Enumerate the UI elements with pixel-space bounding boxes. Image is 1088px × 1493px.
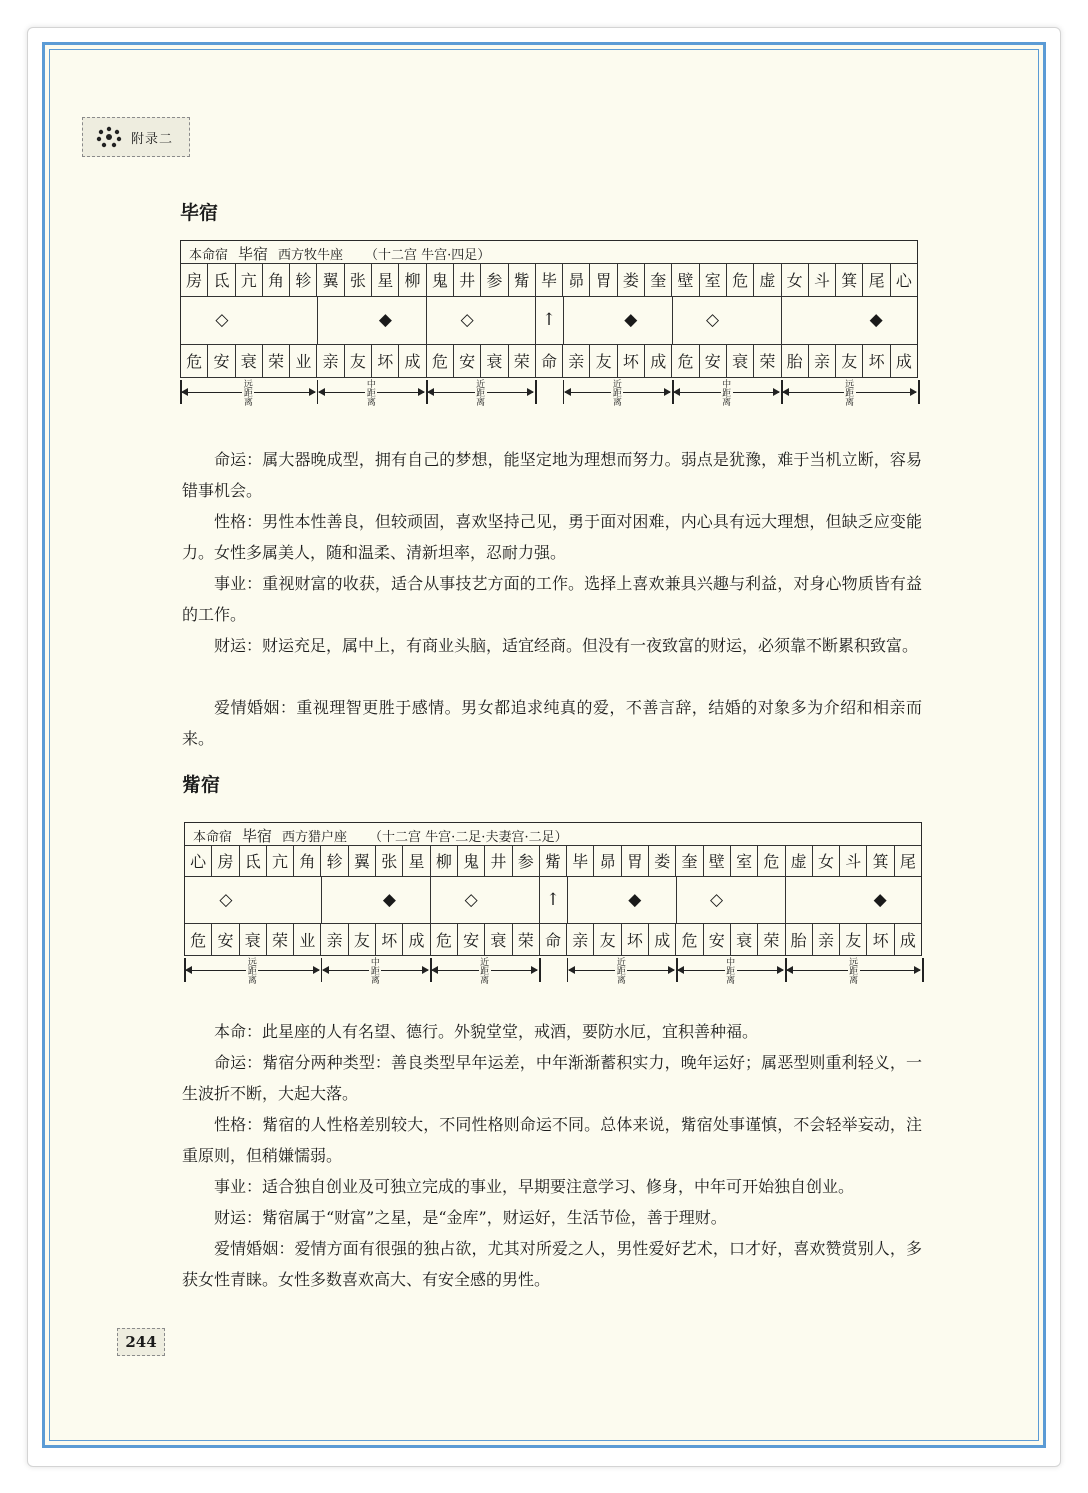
arrow-up-icon: ↑ <box>541 310 557 331</box>
caption-main: 毕宿 <box>238 245 269 263</box>
mansion-cell: 壁 <box>672 263 699 296</box>
mansion-row <box>185 845 921 877</box>
distance-label: 远距离 <box>845 380 855 408</box>
relation-cell: 坏 <box>863 345 890 378</box>
mansion-chart-zi <box>184 822 922 956</box>
distance-scale-zi <box>184 956 922 994</box>
mansion-cell: 氐 <box>208 263 235 296</box>
mansion-cell: 昴 <box>594 845 621 877</box>
group-separator <box>426 297 427 344</box>
mansion-cell: 尾 <box>863 263 890 296</box>
mansion-cell: 张 <box>345 263 372 296</box>
paragraph: 财运：觜宿属于“财富”之星，是“金库”，财运好，生活节俭，善于理财。 <box>214 1208 727 1227</box>
mansion-cell: 翼 <box>349 845 376 877</box>
mansion-cell: 井 <box>485 845 512 877</box>
paragraph: 命运：觜宿分两种类型：善良类型早年运差，中年渐渐蓄积实力，晚年运好；属恶型则重利轻义，一生波折不断，大起大落。 <box>182 1053 922 1103</box>
paragraph: 爱情婚姻：爱情方面有很强的独占欲，尤其对所爱之人，男性爱好艺术，口才好，喜欢赞赏别人，多获女性青睐。女性多数喜欢高大、有安全感的男性。 <box>182 1239 922 1289</box>
relation-cell: 衰 <box>727 345 754 378</box>
distance-label: 中距离 <box>722 380 732 408</box>
group-separator <box>563 297 564 344</box>
paragraph: 财运：财运充足，属中上，有商业头脑，适宜经商。但没有一夜致富的财运，必须靠不断累积致富。 <box>214 636 919 655</box>
caption-prefix: 本命宿 <box>189 248 229 263</box>
distance-tick <box>676 958 678 982</box>
mansion-cell: 斗 <box>840 845 867 877</box>
arrow-up-icon: ↑ <box>545 889 561 910</box>
mansion-cell: 柳 <box>431 845 458 877</box>
distance-tick <box>317 380 319 404</box>
relation-cell: 坏 <box>618 345 645 378</box>
relation-cell: 荣 <box>263 345 290 378</box>
mansion-cell: 危 <box>758 845 785 877</box>
relation-cell: 胎 <box>786 924 813 956</box>
hollow-diamond-icon: ◇ <box>464 889 478 910</box>
relation-cell: 友 <box>840 924 867 956</box>
distance-tick <box>535 380 537 404</box>
distance-tick <box>563 380 565 404</box>
relation-cell: 安 <box>454 345 481 378</box>
chart-caption <box>189 243 500 264</box>
relation-cell: 衰 <box>481 345 508 378</box>
caption-palace: （十二宫 牛宫·四足） <box>365 248 491 263</box>
mansion-cell: 轸 <box>321 845 348 877</box>
distance-tick <box>781 380 783 404</box>
paragraph: 命运：属大器晚成型，拥有自己的梦想，能坚定地为理想而努力。弱点是犹豫，难于当机立断，容易错事机会。 <box>182 450 922 500</box>
distance-tick <box>426 380 428 404</box>
hollow-diamond-icon: ◇ <box>460 310 474 331</box>
distance-label: 近距离 <box>476 380 486 408</box>
caption-west: 西方猎户座 <box>282 830 348 845</box>
mansion-cell: 鬼 <box>458 845 485 877</box>
paragraph: 性格：男性本性善良，但较顽固，喜欢坚持己见，勇于面对困难，内心具有远大理想，但缺乏应变能力。女性多属美人，随和温柔、清新坦率，忍耐力强。 <box>182 512 922 562</box>
relation-cell: 安 <box>700 345 727 378</box>
chart-caption <box>193 825 578 846</box>
mansion-cell: 奎 <box>645 263 672 296</box>
relation-cell: 荣 <box>509 345 536 378</box>
mansion-cell: 箕 <box>867 845 894 877</box>
relation-cell: 友 <box>590 345 617 378</box>
relation-cell: 安 <box>704 924 731 956</box>
mansion-cell: 虚 <box>786 845 813 877</box>
distance-label: 中距离 <box>370 958 380 986</box>
relation-cell: 成 <box>895 924 921 956</box>
hollow-diamond-icon: ◇ <box>219 889 233 910</box>
paragraph: 爱情婚姻：重视理智更胜于感情。男女都追求纯真的爱，不善言辞，结婚的对象多为介绍和相亲而来。 <box>182 698 922 748</box>
relation-cell: 安 <box>208 345 235 378</box>
group-separator <box>535 297 536 344</box>
distance-label: 远距离 <box>247 958 257 986</box>
relation-row <box>181 345 917 378</box>
mansion-cell: 井 <box>454 263 481 296</box>
distance-label: 中距离 <box>726 958 736 986</box>
caption-prefix: 本命宿 <box>193 830 233 845</box>
paragraph: 事业：适合独自创业及可独立完成的事业，早期要注意学习、修身，中年可开始独自创业。 <box>214 1177 855 1196</box>
mansion-row <box>181 263 917 296</box>
mansion-cell: 翼 <box>317 263 344 296</box>
mansion-cell: 胃 <box>590 263 617 296</box>
group-separator <box>781 297 782 344</box>
mansion-cell: 毕 <box>536 263 563 296</box>
filled-diamond-icon: ◆ <box>873 889 887 910</box>
caption-main: 毕宿 <box>242 827 273 845</box>
mansion-cell: 虚 <box>754 263 781 296</box>
relation-cell: 业 <box>294 924 321 956</box>
relation-cell: 衰 <box>485 924 512 956</box>
mansion-cell: 觜 <box>509 263 536 296</box>
relation-cell: 友 <box>345 345 372 378</box>
relation-cell: 坏 <box>376 924 403 956</box>
filled-diamond-icon: ◆ <box>624 310 638 331</box>
mansion-cell: 氐 <box>240 845 267 877</box>
group-separator <box>321 877 322 923</box>
flower-logo-icon <box>95 126 123 148</box>
relation-cell: 荣 <box>513 924 540 956</box>
group-separator <box>785 877 786 923</box>
mansion-cell: 胃 <box>622 845 649 877</box>
hollow-diamond-icon: ◇ <box>706 310 720 331</box>
mansion-cell: 心 <box>185 845 212 877</box>
paragraph: 事业：重视财富的收获，适合从事技艺方面的工作。选择上喜欢兼具兴趣与利益，对身心物质皆有益的工作。 <box>182 574 922 624</box>
mansion-cell: 女 <box>813 845 840 877</box>
relation-cell: 安 <box>212 924 239 956</box>
distance-tick <box>918 380 920 404</box>
distance-tick <box>672 380 674 404</box>
mansion-cell: 斗 <box>809 263 836 296</box>
chapter-tab <box>82 117 190 157</box>
mansion-cell: 女 <box>782 263 809 296</box>
mansion-cell: 角 <box>294 845 321 877</box>
mansion-cell: 觜 <box>540 845 567 877</box>
relation-cell: 亲 <box>813 924 840 956</box>
mansion-cell: 星 <box>372 263 399 296</box>
relation-cell: 危 <box>427 345 454 378</box>
mansion-cell: 奎 <box>676 845 703 877</box>
distance-tick <box>785 958 787 982</box>
relation-cell: 成 <box>649 924 676 956</box>
relation-cell: 危 <box>181 345 208 378</box>
mansion-cell: 娄 <box>618 263 645 296</box>
relation-cell: 业 <box>290 345 317 378</box>
mansion-cell: 房 <box>181 263 208 296</box>
mansion-cell: 角 <box>263 263 290 296</box>
relation-cell: 命 <box>540 924 567 956</box>
relation-cell: 坏 <box>622 924 649 956</box>
relation-cell: 成 <box>403 924 430 956</box>
mansion-cell: 轸 <box>290 263 317 296</box>
group-separator <box>430 877 431 923</box>
relation-cell: 成 <box>891 345 917 378</box>
relation-cell: 衰 <box>731 924 758 956</box>
mansion-cell: 室 <box>700 263 727 296</box>
section-title-zi: 觜宿 <box>182 774 221 796</box>
distance-label: 远距离 <box>243 380 253 408</box>
distance-scale-bi <box>180 378 918 416</box>
mansion-cell: 星 <box>403 845 430 877</box>
filled-diamond-icon: ◆ <box>628 889 642 910</box>
relation-cell: 危 <box>672 345 699 378</box>
mansion-cell: 毕 <box>567 845 594 877</box>
caption-palace: （十二宫 牛宫·二足·夫妻宫·二足） <box>369 830 568 845</box>
relation-cell: 友 <box>349 924 376 956</box>
group-separator <box>317 297 318 344</box>
distance-tick <box>180 380 182 404</box>
distance-label: 近距离 <box>480 958 490 986</box>
relation-cell: 亲 <box>321 924 348 956</box>
mansion-cell: 娄 <box>649 845 676 877</box>
relation-cell: 安 <box>458 924 485 956</box>
relation-cell: 荣 <box>267 924 294 956</box>
relation-cell: 友 <box>836 345 863 378</box>
mansion-cell: 房 <box>212 845 239 877</box>
relation-cell: 亲 <box>809 345 836 378</box>
filled-diamond-icon: ◆ <box>382 889 396 910</box>
mansion-cell: 箕 <box>836 263 863 296</box>
chapter-label: 附录二 <box>131 131 174 147</box>
relation-cell: 衰 <box>236 345 263 378</box>
mansion-cell: 柳 <box>399 263 426 296</box>
distance-label: 远距离 <box>849 958 859 986</box>
mansion-cell: 危 <box>727 263 754 296</box>
mansion-cell: 参 <box>513 845 540 877</box>
hollow-diamond-icon: ◇ <box>215 310 229 331</box>
relation-cell: 友 <box>594 924 621 956</box>
page-number: 244 <box>117 1328 165 1356</box>
distance-tick <box>539 958 541 982</box>
distance-label: 近距离 <box>616 958 626 986</box>
distance-tick <box>321 958 323 982</box>
mansion-cell: 鬼 <box>427 263 454 296</box>
distance-label: 中距离 <box>366 380 376 408</box>
caption-west: 西方牧牛座 <box>278 248 344 263</box>
relation-cell: 荣 <box>754 345 781 378</box>
section-title-bi: 毕宿 <box>180 202 219 224</box>
filled-diamond-icon: ◆ <box>869 310 883 331</box>
mansion-cell: 心 <box>891 263 917 296</box>
group-separator <box>567 877 568 923</box>
relation-cell: 危 <box>185 924 212 956</box>
paragraph: 性格：觜宿的人性格差别较大，不同性格则命运不同。总体来说，觜宿处事谨慎，不会轻举妄动，注重原则，但稍嫌懦弱。 <box>182 1115 922 1165</box>
mansion-cell: 壁 <box>704 845 731 877</box>
relation-cell: 亲 <box>567 924 594 956</box>
distance-label: 近距离 <box>612 380 622 408</box>
relation-cell: 危 <box>676 924 703 956</box>
distance-tick <box>922 958 924 982</box>
distance-tick <box>430 958 432 982</box>
distance-tick <box>184 958 186 982</box>
relation-cell: 危 <box>431 924 458 956</box>
relation-cell: 胎 <box>782 345 809 378</box>
mansion-cell: 尾 <box>895 845 921 877</box>
relation-cell: 衰 <box>240 924 267 956</box>
group-separator <box>676 877 677 923</box>
relation-cell: 亲 <box>317 345 344 378</box>
mansion-cell: 参 <box>481 263 508 296</box>
mansion-cell: 昴 <box>563 263 590 296</box>
relation-cell: 命 <box>536 345 563 378</box>
hollow-diamond-icon: ◇ <box>710 889 724 910</box>
relation-cell: 成 <box>645 345 672 378</box>
relation-row <box>185 924 921 956</box>
filled-diamond-icon: ◆ <box>378 310 392 331</box>
mansion-cell: 张 <box>376 845 403 877</box>
mansion-cell: 亢 <box>267 845 294 877</box>
mansion-cell: 室 <box>731 845 758 877</box>
relation-cell: 亲 <box>563 345 590 378</box>
relation-cell: 坏 <box>372 345 399 378</box>
relation-cell: 荣 <box>758 924 785 956</box>
group-separator <box>672 297 673 344</box>
group-separator <box>539 877 540 923</box>
relation-cell: 成 <box>399 345 426 378</box>
relation-cell: 坏 <box>867 924 894 956</box>
distance-tick <box>567 958 569 982</box>
mansion-cell: 亢 <box>236 263 263 296</box>
mansion-chart-bi <box>180 240 918 378</box>
paragraph: 本命：此星座的人有名望、德行。外貌堂堂，戒酒，要防水厄，宜积善种福。 <box>214 1022 759 1041</box>
